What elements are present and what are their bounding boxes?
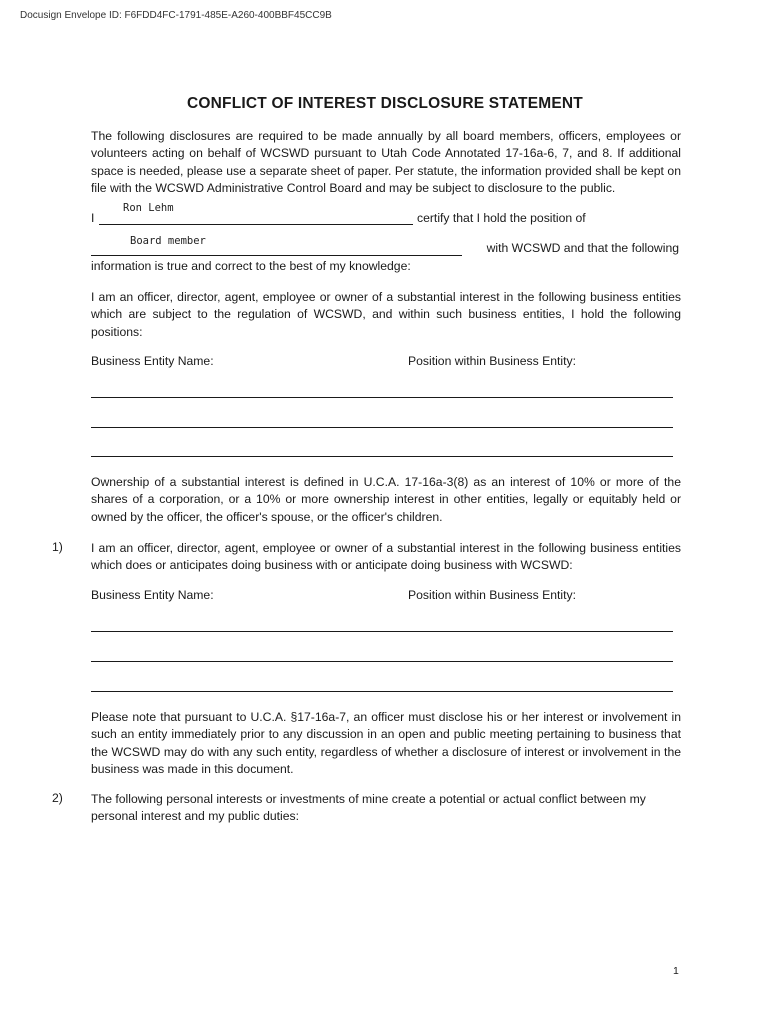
item1-position-label: Position within Business Entity: [408,588,576,602]
certify-prefix: I [91,211,95,225]
item2-number: 2) [52,791,63,805]
item1-number: 1) [52,540,63,554]
with-text: with WCSWD and that the following [486,241,679,255]
item2-statement: The following personal interests or investments of mine create a potential or actual conflict between my personal interest and my public duties: [91,792,646,824]
section-a-line-1[interactable] [91,397,673,398]
position-field-value[interactable]: Board member [130,235,206,247]
section-a-entity-label: Business Entity Name: [91,354,214,368]
item1-line-2[interactable] [91,661,673,662]
section-a-line-2[interactable] [91,427,673,428]
position-field-line[interactable] [91,255,462,256]
item1-line-3[interactable] [91,691,673,692]
note-paragraph: Please note that pursuant to U.C.A. §17-16a-7, an officer must disclose his or her interest or involvement in such an entity immediately prior to any discussion in an open and public meeting pertaining to business that the WCSWD may do with any such entity, regardless of whether a disclosure of interest or involvement in the business was made in this document. [91,710,681,777]
certify-tail: information is true and correct to the best of my knowledge: [91,259,411,273]
item1-entity-label: Business Entity Name: [91,588,214,602]
name-field-value[interactable]: Ron Lehm [123,202,174,214]
item1-statement: I am an officer, director, agent, employee or owner of a substantial interest in the following business entities which does or anticipates doing business with or anticipate doing business with WCSWD: [91,541,681,573]
section-a-statement: I am an officer, director, agent, employee or owner of a substantial interest in the following business entities which are subject to the regulation of WCSWD, and within such business entities, I hold the following positions: [91,290,681,339]
item1-line-1[interactable] [91,631,673,632]
section-a-position-label: Position within Business Entity: [408,354,576,368]
section-a-line-3[interactable] [91,456,673,457]
document-title: CONFLICT OF INTEREST DISCLOSURE STATEMENT [187,95,583,112]
name-field-line[interactable] [99,224,413,225]
page-number: 1 [673,965,679,977]
envelope-id: Docusign Envelope ID: F6FDD4FC-1791-485E-A260-400BBF45CC9B [20,10,332,21]
ownership-definition: Ownership of a substantial interest is defined in U.C.A. 17-16a-3(8) as an interest of 10% or more of the shares of a corporation, or a 10% or more ownership interest in other entities, legally or equitably held or owned by the officer, the officer's spouse, or the officer's children. [91,475,681,524]
intro-paragraph: The following disclosures are required to be made annually by all board members, officers, employees or volunteers acting on behalf of WCSWD pursuant to Utah Code Annotated 17-16a-6, 7, and 8. If additional space is needed, please use a separate sheet of paper. Per statute, the information provided shall be kept on file with the WCSWD Administrative Control Board and may be subject to disclosure to the public. [91,129,681,196]
certify-text: certify that I hold the position of [417,211,586,225]
